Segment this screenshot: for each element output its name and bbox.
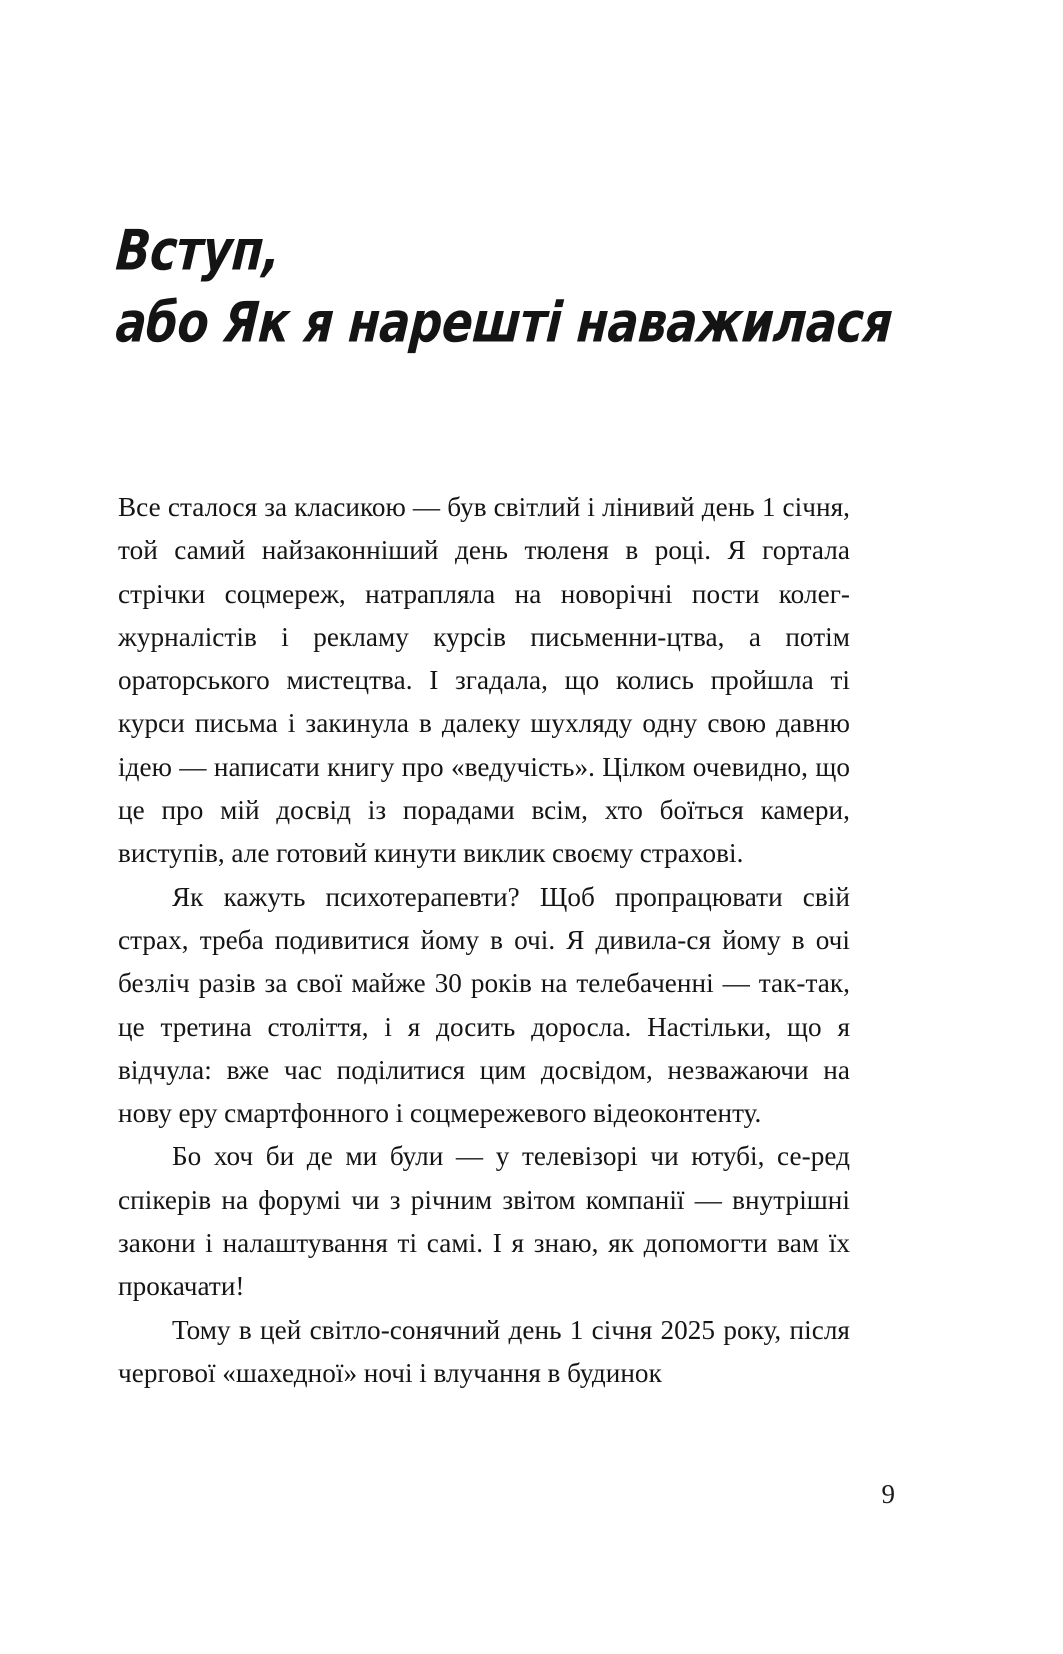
paragraph: Бо хоч би де ми були — у телевізорі чи ютубі, се-ред спікерів на форумі чи з річним звітом компанії — внутрішні закони і налаштування ті самі. І я знаю, як допомогти вам їх прокачати! <box>118 1141 850 1302</box>
paragraph: Тому в цей світло-сонячний день 1 січня 2025 року, після чергової «шахедної» ночі і влучання в будинок <box>118 1314 850 1388</box>
body-copy <box>118 486 850 1395</box>
chapter-heading <box>113 217 916 357</box>
chapter-heading-line-1: Вступ, <box>113 218 283 284</box>
paragraph: Все сталося за класикою — був світлий і лінивий день 1 січня, той самий найзаконніший день тюленя в році. Я гортала стрічки соцмереж, натрапляла на новорічні пости колег-журналістів і рекламу курсів письменни-цтва, а потім ораторського мистецтва. І згадала, що колись пройшла ті курси письма і закинула в далеку шухляду одну свою давню ідею — написати книгу про «ведучість». Цілком очевидно, що це про мій досвід із порадами всім, хто боїться камери, виступів, але готовий кинути виклик своєму страхові. <box>118 492 850 869</box>
chapter-heading-line-2: або Як я нарешті наважилася <box>113 290 895 356</box>
page-number: 9 <box>881 1479 895 1509</box>
paragraph: Як кажуть психотерапевти? Щоб пропрацювати свій страх, треба подивитися йому в очі. Я дивила-ся йому в очі безліч разів за свої майже 30 років на телебаченні — так-так, це третина століття, і я досить доросла. Настільки, що я відчула: вже час поділитися цим досвідом, незважаючи на нову еру смартфонного і соцмережевого відеоконтенту. <box>118 881 850 1129</box>
